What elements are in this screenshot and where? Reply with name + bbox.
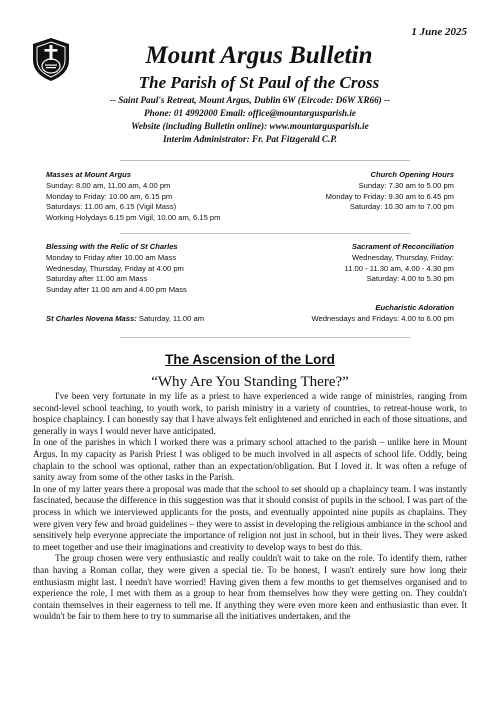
contact-line: Phone: 01 4992000 Email: office@mountargusparish.ie	[144, 108, 356, 118]
reconciliation-line: 11.00 - 11.30 am, 4.00 - 4.30 pm	[344, 263, 454, 273]
masses-line: Monday to Friday: 10.00 am, 6.15 pm	[46, 191, 173, 201]
church-hours-section	[326, 170, 454, 213]
novena-label: St Charles Novena Mass:	[46, 314, 137, 323]
novena-line	[46, 314, 204, 325]
masses-line: Sunday: 8.00 am, 11.00 am, 4.00 pm	[46, 180, 171, 190]
website-line: Website (including Bulletin online): www.mountargusparish.ie	[131, 121, 369, 131]
church-hours-line: Monday to Friday: 9.30 am to 6.45 pm	[325, 191, 454, 201]
parish-name: The Parish of St Paul of the Cross	[138, 73, 380, 92]
adoration-section	[311, 303, 454, 325]
church-hours-heading: Church Opening Hours	[370, 170, 454, 179]
article-body	[33, 391, 467, 623]
relic-blessing-section	[46, 242, 187, 296]
article-paragraph: In one of my latter years there a proposal was made that the school to set should up a chaplaincy team. I was instantly fascinated, because the difference in this suggestion was that it should consist of pupils in the school. I was part of the process in which we interviewed applicants for the posts, and eventually appointed nine pupils as chaplains. They were given very few and broad guidelines – they were to assist in developing the religious ambiance in the school and sensitively help everyone appreciate the importance of religion not just in school, but in their lives. They were asked to meet together and use their imaginations and creativity to develop ways to best do this.	[33, 483, 467, 552]
masses-section	[46, 170, 220, 224]
church-hours-line: Sunday: 7.30 am to 5.00 pm	[358, 180, 454, 190]
reconciliation-heading: Sacrament of Reconciliation	[351, 242, 454, 251]
reconciliation-line: Wednesday, Thursday, Friday:	[352, 252, 454, 262]
adoration-line: Wednesdays and Fridays: 4.00 to 6.00 pm	[311, 313, 454, 323]
relic-line: Wednesday, Thursday, Friday at 4.00 pm	[46, 263, 184, 273]
issue-date: 1 June 2025	[411, 26, 467, 38]
masses-heading: Masses at Mount Argus	[46, 170, 131, 179]
divider	[120, 337, 410, 338]
reconciliation-section	[345, 242, 454, 285]
church-hours-line: Saturday: 10.30 am to 7.00 pm	[349, 202, 454, 212]
address-line: -- Saint Paul's Retreat, Mount Argus, Dublin 6W (Eircode: D6W XR66) --	[109, 95, 391, 105]
article-subtitle: “Why Are You Standing There?”	[151, 374, 349, 390]
masses-line: Saturdays: 11.00 am, 6.15 (Vigil Mass)	[46, 202, 177, 212]
article-paragraph: In one of the parishes in which I worked there was a primary school attached to the parish – unlike here in Mount Argus. In my capacity as Parish Priest I was obliged to be much involved in all aspects of school life. Oddly, being chaplain to the school was optional, rather than an expectation/obligation. But I loved it. It was often a refuge of sanity away from some of the other tasks in the Parish.	[33, 437, 467, 483]
relic-heading: Blessing with the Relic of St Charles	[46, 242, 178, 251]
relic-line: Monday to Friday after 10.00 am Mass	[46, 252, 176, 262]
adoration-heading: Eucharistic Adoration	[375, 303, 454, 312]
article-paragraph: I've been very fortunate in my life as a priest to have experienced a wide range of ministries, ranging from second-level school teaching, to youth work, to parish ministry in a variety of countries, to retreat-house work, to hospice chaplaincy. I can honestly say that I have always felt enlightened and enriched in each of those situations, and generally in ways I would never have anticipated.	[33, 391, 467, 436]
masthead	[0, 42, 500, 146]
reconciliation-line: Saturday: 4.00 to 5.30 pm	[366, 274, 454, 284]
relic-line: Sunday after 11.00 am and 4.00 pm Mass	[46, 285, 187, 295]
bulletin-title: Mount Argus Bulletin	[145, 42, 373, 69]
administrator-line: Interim Administrator: Fr. Pat Fitzgerald C.P.	[162, 134, 338, 144]
divider	[120, 233, 410, 234]
masses-line: Working Holydays 6.15 pm Vigil, 10.00 am, 6.15 pm	[46, 213, 221, 223]
novena-value: Saturday, 11.00 am	[138, 314, 205, 323]
relic-line: Saturday after 11.00 am Mass	[46, 274, 148, 284]
divider	[120, 160, 410, 161]
article-paragraph: The group chosen were very enthusiastic and really couldn't wait to take on the role. To identify them, rather than having a Roman collar, they were given a special tie. To be honest, I wasn't entirely sure how long their enthusiasm might last. I needn't have worried! Having given them a few months to get themselves organised and to experience the role, I met with them as a group to hear from themselves how they were getting on. They couldn't contain themselves in their eagerness to tell me. If anything they were even more keen and enthusiastic than ever. It wouldn't be fair to them here to try to summarise all the initiatives undertaken, and the	[33, 553, 467, 622]
article-title: The Ascension of the Lord	[165, 352, 335, 367]
